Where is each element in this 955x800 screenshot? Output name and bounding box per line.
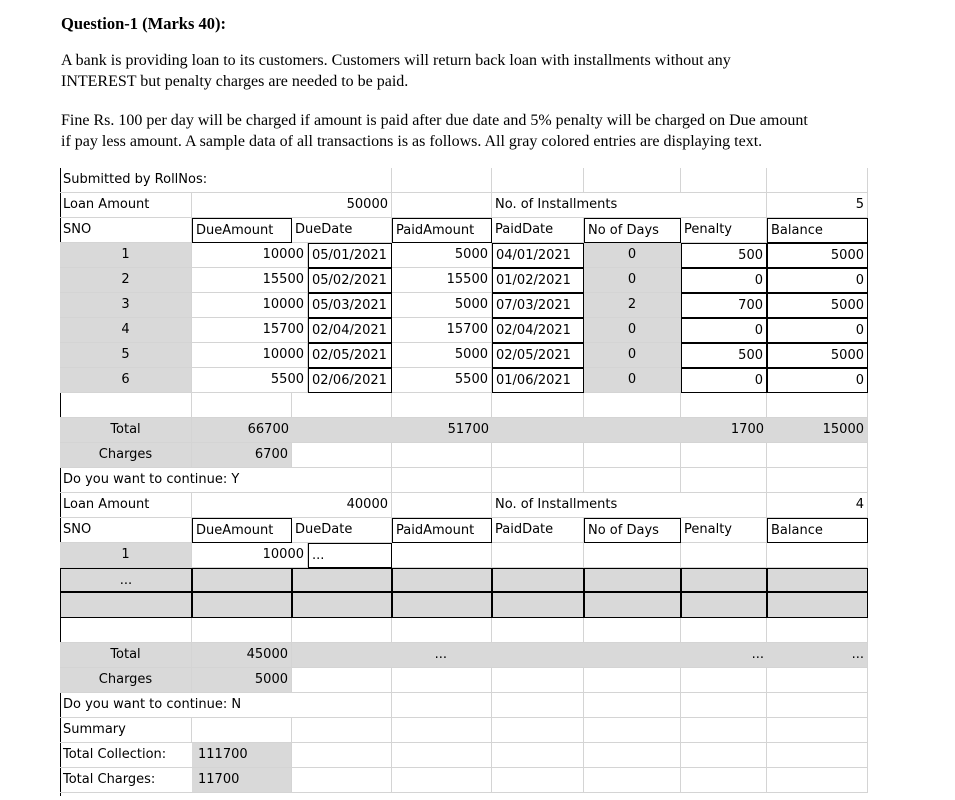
row3-sno: 3 — [60, 293, 192, 318]
empty-cell — [584, 693, 681, 718]
spreadsheet-sample — [60, 168, 868, 796]
empty-cell — [60, 618, 192, 643]
paragraph-2-line-2: if pay less amount. A sample data of all transactions is as follows. All gray colored entries are displaying text. — [61, 133, 763, 150]
row6-balance: 0 — [767, 368, 868, 393]
empty-cell — [767, 468, 868, 493]
empty-cell — [392, 168, 492, 193]
gray-cell — [60, 592, 192, 618]
installments-label: No. of Installments — [492, 193, 681, 218]
header-penalty: Penalty — [681, 218, 767, 243]
row6-due-date: 02/06/2021 — [308, 368, 392, 393]
empty-cell — [492, 543, 584, 568]
summary-label: Summary — [60, 718, 192, 743]
row1-balance: 5000 — [767, 243, 868, 268]
row2-penalty: 0 — [681, 268, 767, 293]
empty-cell — [392, 743, 492, 768]
empty-cell — [584, 743, 681, 768]
row5-paid-date: 02/05/2021 — [492, 343, 584, 368]
row2-due-amount: 15500 — [192, 268, 308, 293]
row4-balance: 0 — [767, 318, 868, 343]
loan2-charges-label: Charges — [60, 668, 192, 693]
header-paid-date: PaidDate — [492, 218, 584, 243]
row2-days: 0 — [584, 268, 681, 293]
gray-cell — [492, 568, 584, 592]
empty-cell — [681, 443, 767, 468]
empty-cell — [681, 168, 767, 193]
loan2-amount-value: 40000 — [192, 493, 392, 518]
empty-cell — [681, 743, 767, 768]
empty-cell — [492, 618, 584, 643]
row6-due-amount: 5500 — [192, 368, 308, 393]
total-collection-value: 111700 — [192, 743, 292, 768]
empty-cell — [292, 468, 392, 493]
empty-cell — [584, 618, 681, 643]
loan2-continue-prompt: Do you want to continue: N — [60, 693, 292, 718]
loan2-header-no-of-days: No of Days — [584, 518, 681, 543]
loan2-header-paid-date: PaidDate — [492, 518, 584, 543]
row1-due-amount: 10000 — [192, 243, 308, 268]
loan2-header-penalty: Penalty — [681, 518, 767, 543]
empty-cell — [492, 468, 584, 493]
empty-cell — [292, 668, 392, 693]
empty-cell — [292, 443, 392, 468]
row4-paid-date: 02/04/2021 — [492, 318, 584, 343]
row3-penalty: 700 — [681, 293, 767, 318]
loan2-installments-value: 4 — [767, 493, 868, 518]
empty-cell — [492, 668, 584, 693]
row5-penalty: 500 — [681, 343, 767, 368]
empty-cell — [492, 168, 584, 193]
row5-balance: 5000 — [767, 343, 868, 368]
loan2-total-paid: ... — [392, 643, 492, 668]
loan1-total-due: 66700 — [192, 418, 292, 443]
empty-cell — [292, 743, 392, 768]
empty-cell — [584, 393, 681, 418]
loan2-header-paid-amount: PaidAmount — [392, 518, 492, 543]
empty-cell — [292, 618, 392, 643]
gray-cell — [584, 568, 681, 592]
gray-cell — [292, 592, 392, 618]
loan2-row1-due-date: ... — [308, 543, 392, 568]
row6-penalty: 0 — [681, 368, 767, 393]
loan2-header-balance: Balance — [767, 518, 868, 543]
header-paid-amount: PaidAmount — [392, 218, 492, 243]
loan1-total-label: Total — [60, 418, 192, 443]
gray-cell — [392, 568, 492, 592]
row6-paid-amount: 5500 — [392, 368, 492, 393]
empty-cell — [392, 718, 492, 743]
empty-cell — [681, 718, 767, 743]
empty-cell — [492, 393, 584, 418]
empty-cell — [681, 543, 767, 568]
gray-cell — [492, 418, 584, 443]
empty-cell — [392, 768, 492, 793]
row4-paid-amount: 15700 — [392, 318, 492, 343]
row2-sno: 2 — [60, 268, 192, 293]
row5-sno: 5 — [60, 343, 192, 368]
empty-cell — [584, 443, 681, 468]
row1-sno: 1 — [60, 243, 192, 268]
empty-cell — [584, 543, 681, 568]
gray-cell — [584, 643, 681, 668]
empty-cell — [681, 393, 767, 418]
empty-cell — [492, 693, 584, 718]
empty-cell — [584, 668, 681, 693]
empty-cell — [392, 668, 492, 693]
empty-cell — [767, 543, 868, 568]
loan2-row1-due-amount: 10000 — [192, 543, 308, 568]
row3-balance: 5000 — [767, 293, 868, 318]
empty-cell — [492, 743, 584, 768]
empty-cell — [392, 193, 492, 218]
row6-sno: 6 — [60, 368, 192, 393]
loan2-total-due: 45000 — [192, 643, 292, 668]
paragraph-2-line-1: Fine Rs. 100 per day will be charged if amount is paid after due date and 5% penalty will be charged on Due amount — [61, 112, 808, 129]
gray-cell — [584, 418, 681, 443]
empty-cell — [292, 693, 392, 718]
row3-paid-date: 07/03/2021 — [492, 293, 584, 318]
header-no-of-days: No of Days — [584, 218, 681, 243]
gray-cell — [492, 592, 584, 618]
installments-value: 5 — [767, 193, 868, 218]
empty-cell — [60, 393, 192, 418]
header-sno: SNO — [60, 218, 192, 243]
gray-cell — [292, 568, 392, 592]
total-charges-value: 11700 — [192, 768, 292, 793]
loan2-header-due-amount: DueAmount — [192, 518, 292, 543]
empty-cell — [767, 743, 868, 768]
empty-cell — [681, 768, 767, 793]
row6-paid-date: 01/06/2021 — [492, 368, 584, 393]
gray-cell — [681, 568, 767, 592]
empty-cell — [292, 393, 392, 418]
row5-paid-amount: 5000 — [392, 343, 492, 368]
loan2-row1-sno: 1 — [60, 543, 192, 568]
gray-cell — [292, 418, 392, 443]
empty-cell — [392, 393, 492, 418]
loan2-total-label: Total — [60, 643, 192, 668]
gray-cell — [584, 592, 681, 618]
empty-cell — [584, 718, 681, 743]
gray-cell — [681, 592, 767, 618]
row1-due-date: 05/01/2021 — [308, 243, 392, 268]
row2-balance: 0 — [767, 268, 868, 293]
gray-cell — [392, 592, 492, 618]
empty-cell — [681, 618, 767, 643]
empty-cell — [767, 443, 868, 468]
empty-cell — [492, 443, 584, 468]
empty-cell — [192, 718, 292, 743]
empty-cell — [392, 468, 492, 493]
row4-due-date: 02/04/2021 — [308, 318, 392, 343]
gray-cell — [292, 643, 392, 668]
loan2-amount-label: Loan Amount — [60, 493, 192, 518]
loan2-ellipsis-sno: ... — [60, 568, 192, 592]
submitted-by-label: Submitted by RollNos: — [60, 168, 292, 193]
empty-cell — [767, 618, 868, 643]
empty-cell — [681, 193, 767, 218]
empty-cell — [392, 693, 492, 718]
empty-cell — [192, 618, 292, 643]
empty-cell — [681, 493, 767, 518]
empty-cell — [681, 668, 767, 693]
loan2-header-sno: SNO — [60, 518, 192, 543]
row2-paid-amount: 15500 — [392, 268, 492, 293]
loan1-charges-value: 6700 — [192, 443, 292, 468]
row1-paid-date: 04/01/2021 — [492, 243, 584, 268]
paragraph-1-line-2: INTEREST but penalty charges are needed to be paid. — [61, 73, 409, 90]
empty-cell — [392, 618, 492, 643]
empty-cell — [392, 493, 492, 518]
empty-cell — [584, 768, 681, 793]
row3-due-amount: 10000 — [192, 293, 308, 318]
row5-due-date: 02/05/2021 — [308, 343, 392, 368]
header-due-date: DueDate — [292, 218, 392, 243]
row3-paid-amount: 5000 — [392, 293, 492, 318]
header-due-amount: DueAmount — [192, 218, 292, 243]
row6-days: 0 — [584, 368, 681, 393]
row3-due-date: 05/03/2021 — [308, 293, 392, 318]
row4-sno: 4 — [60, 318, 192, 343]
row4-due-amount: 15700 — [192, 318, 308, 343]
paragraph-1-line-1: A bank is providing loan to its customers. Customers will return back loan with installments without any — [61, 52, 731, 69]
loan1-total-paid: 51700 — [392, 418, 492, 443]
loan2-total-penalty: ... — [681, 643, 767, 668]
gray-cell — [767, 592, 868, 618]
gray-cell — [767, 568, 868, 592]
empty-cell — [492, 718, 584, 743]
question-title: Question-1 (Marks 40): — [61, 14, 226, 33]
loan-amount-label: Loan Amount — [60, 193, 192, 218]
empty-cell — [767, 768, 868, 793]
loan1-charges-label: Charges — [60, 443, 192, 468]
loan1-continue-prompt: Do you want to continue: Y — [60, 468, 292, 493]
question-paragraph-2 — [61, 110, 903, 152]
row5-days: 0 — [584, 343, 681, 368]
empty-cell — [767, 393, 868, 418]
empty-cell — [767, 693, 868, 718]
empty-cell — [292, 768, 392, 793]
row1-days: 0 — [584, 243, 681, 268]
empty-cell — [681, 693, 767, 718]
empty-cell — [292, 168, 392, 193]
loan2-installments-label: No. of Installments — [492, 493, 681, 518]
gray-cell — [492, 643, 584, 668]
empty-cell — [584, 468, 681, 493]
empty-cell — [767, 668, 868, 693]
total-charges-label: Total Charges: — [60, 768, 192, 793]
gray-cell — [192, 568, 292, 592]
row4-penalty: 0 — [681, 318, 767, 343]
row4-days: 0 — [584, 318, 681, 343]
empty-cell — [767, 168, 868, 193]
loan2-charges-value: 5000 — [192, 668, 292, 693]
empty-cell — [392, 543, 492, 568]
question-paragraph-1 — [61, 50, 903, 92]
row1-penalty: 500 — [681, 243, 767, 268]
loan-amount-value: 50000 — [192, 193, 392, 218]
empty-cell — [292, 718, 392, 743]
row1-paid-amount: 5000 — [392, 243, 492, 268]
empty-cell — [584, 168, 681, 193]
empty-cell — [767, 718, 868, 743]
empty-cell — [192, 393, 292, 418]
total-collection-label: Total Collection: — [60, 743, 192, 768]
loan2-header-due-date: DueDate — [292, 518, 392, 543]
loan1-total-balance: 15000 — [767, 418, 868, 443]
empty-cell — [681, 468, 767, 493]
row2-paid-date: 01/02/2021 — [492, 268, 584, 293]
empty-cell — [392, 443, 492, 468]
loan2-total-balance: ... — [767, 643, 868, 668]
row3-days: 2 — [584, 293, 681, 318]
row5-due-amount: 10000 — [192, 343, 308, 368]
header-balance: Balance — [767, 218, 868, 243]
empty-cell — [492, 768, 584, 793]
gray-cell — [192, 592, 292, 618]
row2-due-date: 05/02/2021 — [308, 268, 392, 293]
loan1-total-penalty: 1700 — [681, 418, 767, 443]
